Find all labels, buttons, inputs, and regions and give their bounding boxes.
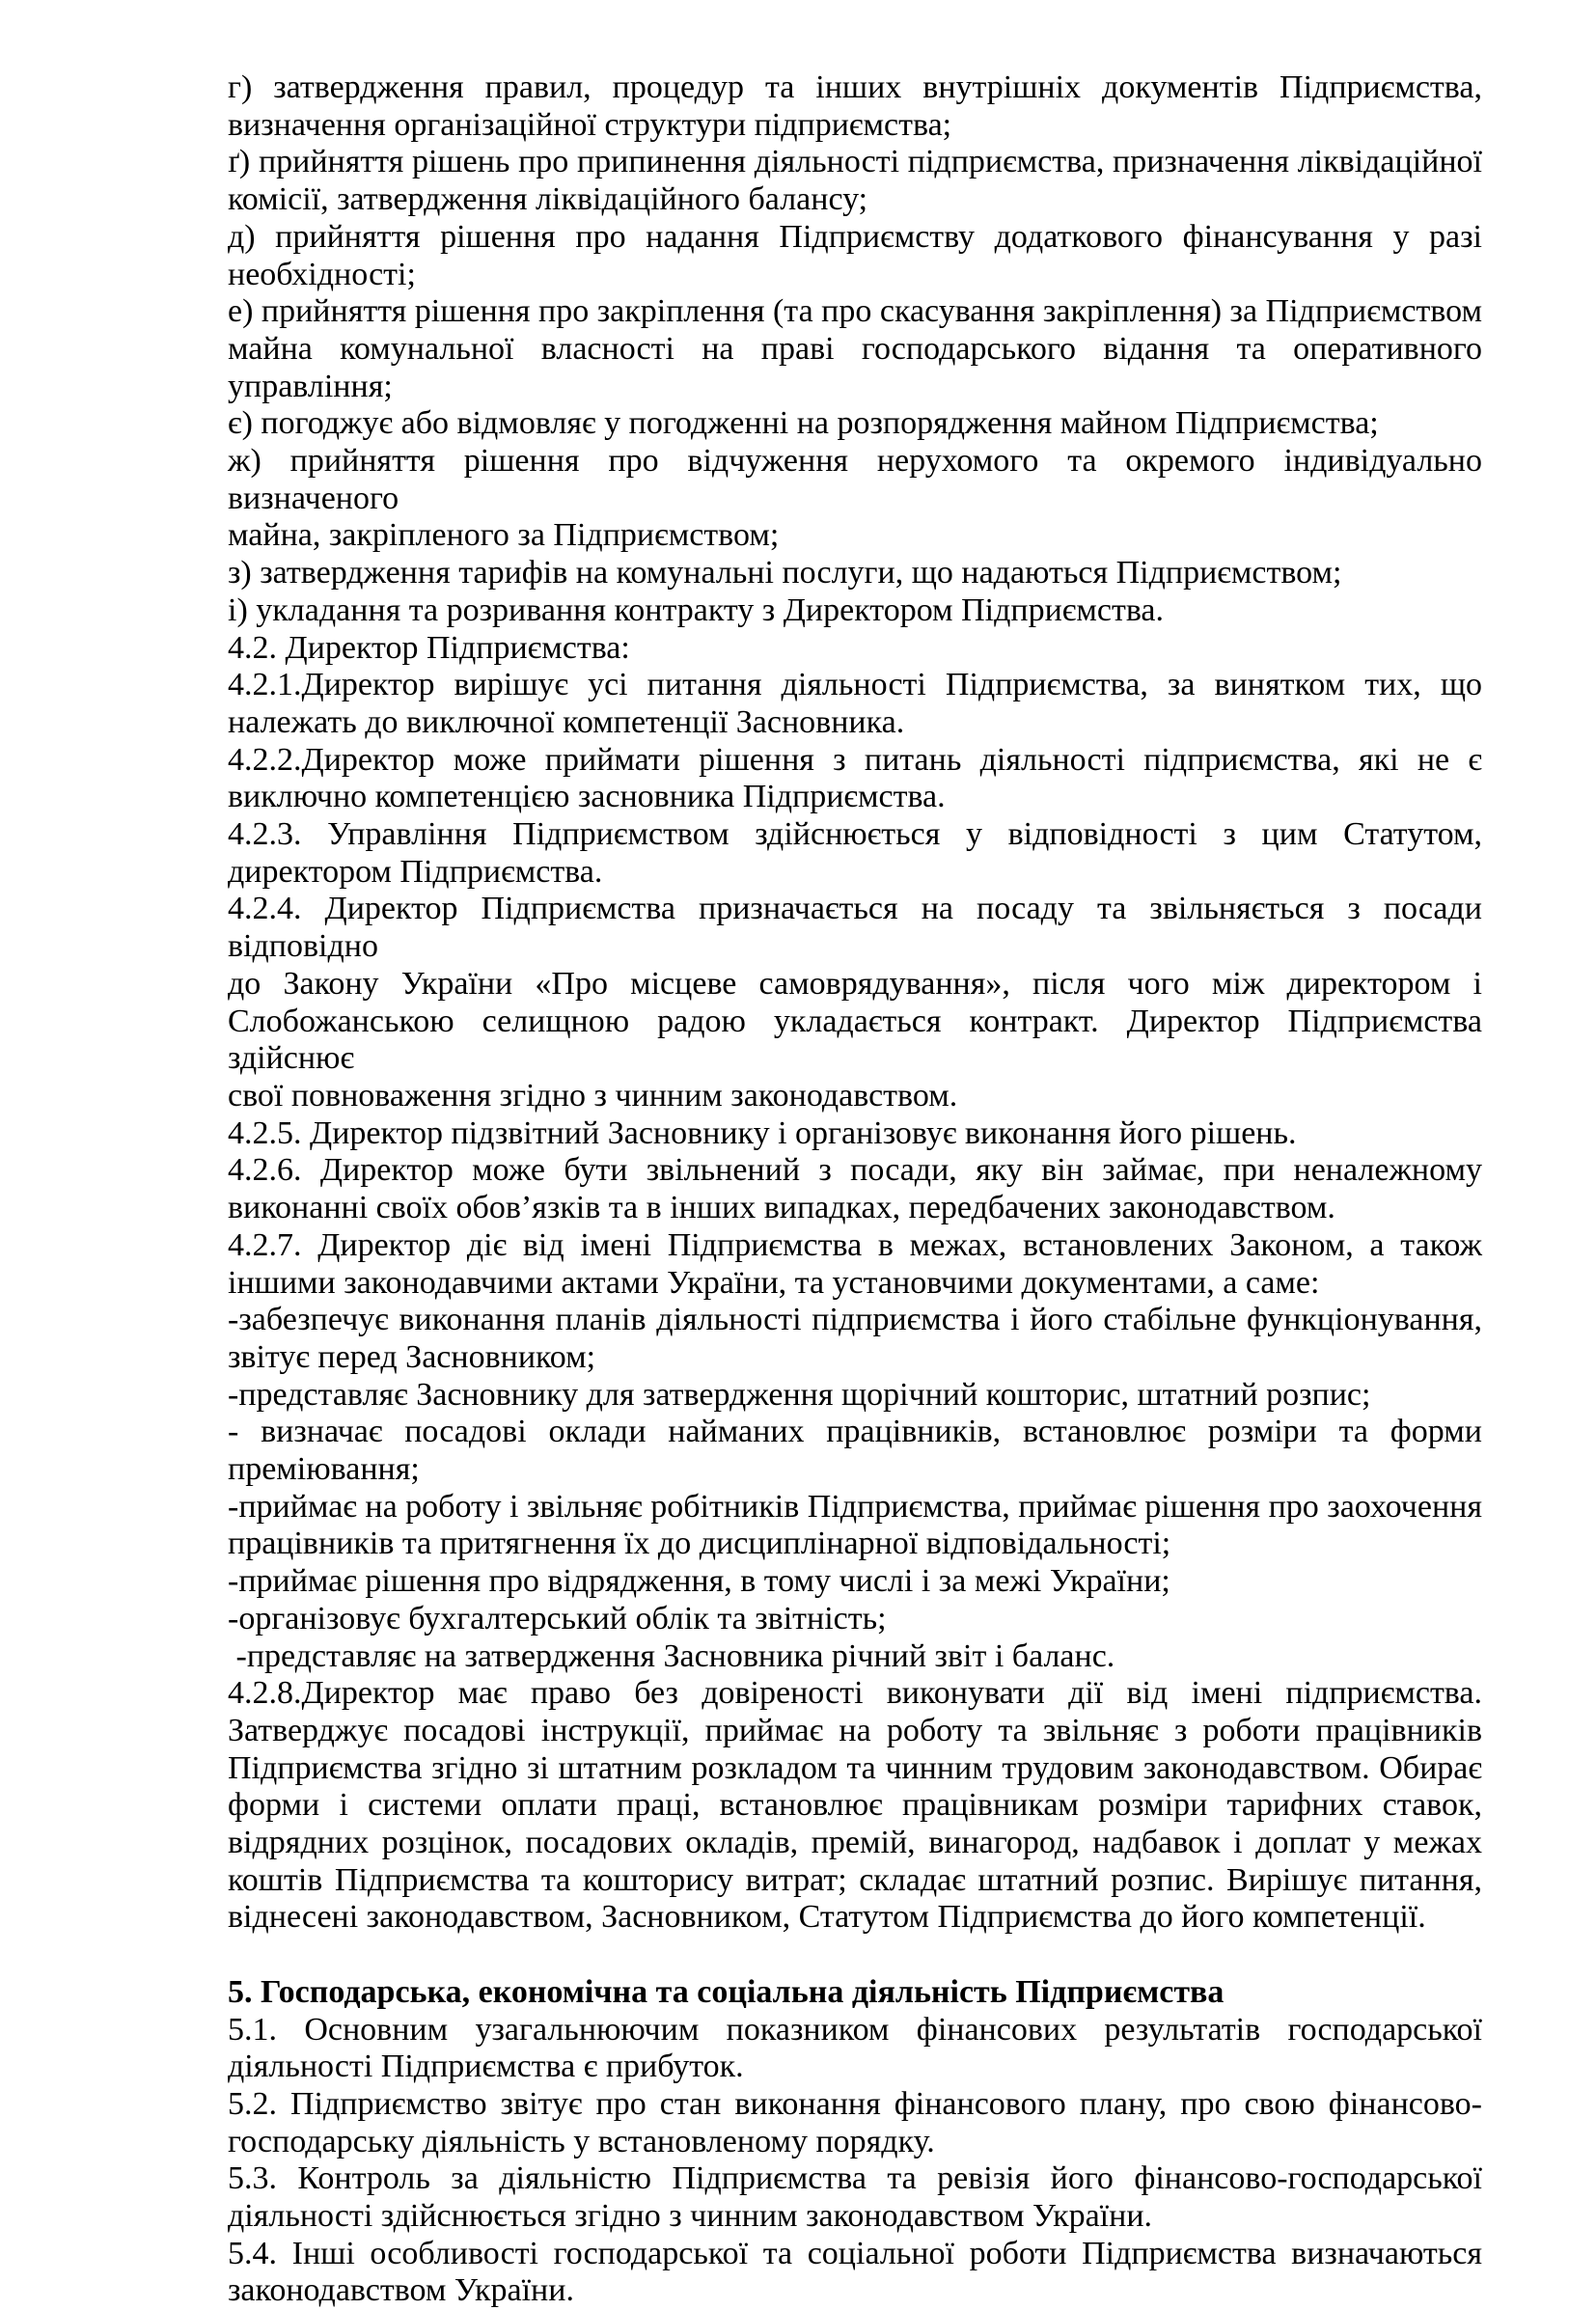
text-line: е) прийняття рішення про закріплення (та про скасування закріплення) за Підприємством [228, 293, 1482, 330]
blank-line [228, 1937, 1482, 1974]
text-line: -організовує бухгалтерський облік та звітність; [228, 1600, 887, 1636]
text-line: ж) прийняття рішення про відчуження нерухомого та окремого індивідуально визначеного [228, 443, 1482, 516]
text-line: д) прийняття рішення про надання Підприємству додаткового фінансування у разі [228, 218, 1482, 255]
text-line: виконанні своїх обов’язків та в інших випадках, передбачених законодавством. [228, 1190, 1335, 1226]
text-line: з) затвердження тарифів на комунальні послуги, що надаються Підприємством; [228, 555, 1342, 591]
text-line: 4.2. Директор Підприємства: [228, 629, 630, 666]
text-line: Затверджує посадові інструкції, приймає на роботу та звільняє з роботи працівників [228, 1712, 1482, 1748]
text-line: Підприємства згідно зі штатним розкладом та чинним трудовим законодавством. Обирає [228, 1749, 1482, 1786]
text-line: 4.2.1.Директор вирішує усі питання діяльності Підприємства, за винятком тих, що [228, 667, 1482, 703]
text-line: комісії, затвердження ліквідаційного балансу; [228, 181, 868, 218]
text-line: законодавством України. [228, 2272, 574, 2309]
text-line: 5.2. Підприємство звітує про стан виконання фінансового плану, про свою фінансово- [228, 2085, 1482, 2122]
text-line: визначення організаційної структури підприємства; [228, 106, 952, 143]
text-line: звітує перед Засновником; [228, 1338, 596, 1375]
text-line: 4.2.4. Директор Підприємства призначається на посаду та звільняється з посади відповідно [228, 891, 1482, 965]
text-line: -представляє Засновнику для затвердження щорічний кошторис, штатний розпис; [228, 1376, 1371, 1413]
text-line: форми і системи оплати праці, встановлює працівникам розміри тарифних ставок, [228, 1787, 1482, 1824]
text-line: свої повноваження згідно з чинним законодавством. [228, 1077, 958, 1114]
section-heading: 5. Господарська, економічна та соціальна діяльність Підприємства [228, 1973, 1225, 2010]
text-line: 5.1. Основним узагальнюючим показником фінансових результатів господарської [228, 2011, 1482, 2048]
text-line: і) укладання та розривання контракту з Директором Підприємства. [228, 591, 1165, 628]
text-line: іншими законодавчими актами України, та установчими документами, а саме: [228, 1264, 1320, 1301]
text-line: 5.4. Інші особливості господарської та соціальної роботи Підприємства визначаються [228, 2235, 1482, 2271]
text-line: необхідності; [228, 256, 416, 292]
text-line: ґ) прийняття рішень про припинення діяльності підприємства, призначення ліквідаційної [228, 144, 1482, 180]
text-line: 5.3. Контроль за діяльністю Підприємства та ревізія його фінансово-господарської [228, 2160, 1482, 2197]
text-line: преміювання; [228, 1451, 420, 1488]
text-line: є) погоджує або відмовляє у погодженні на розпорядження майном Підприємства; [228, 405, 1379, 442]
text-line: майна комунальної власності на праві господарського відання та оперативного [228, 330, 1482, 367]
text-line: віднесені законодавством, Засновником, Статутом Підприємства до його компетенції. [228, 1899, 1426, 1936]
text-line: 4.2.5. Директор підзвітний Засновнику і організовує виконання його рішень. [228, 1114, 1297, 1151]
text-line: до Закону України «Про місцеве самоврядування», після чого між директором і [228, 965, 1482, 1002]
text-line: - визначає посадові оклади найманих працівників, встановлює розміри та форми [228, 1414, 1482, 1450]
text-line: -приймає рішення про відрядження, в тому числі і за межі України; [228, 1563, 1170, 1600]
text-line: коштів Підприємства та кошторису витрат; складає штатний розпис. Вирішує питання, [228, 1861, 1482, 1898]
text-line: директором Підприємства. [228, 853, 603, 890]
text-line: -представляє на затвердження Засновника річний звіт і баланс. [228, 1637, 1115, 1674]
text-line: 4.2.3. Управління Підприємством здійснюється у відповідності з цим Статутом, [228, 816, 1482, 853]
text-line: управління; [228, 368, 393, 404]
text-line: г) затвердження правил, процедур та інших внутрішніх документів Підприємства, [228, 69, 1482, 105]
text-line: належать до виключної компетенції Засновника. [228, 703, 905, 740]
text-line: діяльності Підприємства є прибуток. [228, 2049, 744, 2085]
text-line: виключно компетенцією засновника Підприємства. [228, 779, 946, 815]
text-line: 4.2.2.Директор може приймати рішення з питань діяльності підприємства, які не є [228, 741, 1482, 778]
text-line: майна, закріпленого за Підприємством; [228, 517, 780, 554]
text-line: 4.2.8.Директор має право без довіреності виконувати дії від імені підприємства. [228, 1675, 1482, 1712]
text-line: працівників та притягнення їх до дисциплінарної відповідальності; [228, 1526, 1171, 1562]
text-line: Слобожанською селищною радою укладається контракт. Директор Підприємства здійснює [228, 1003, 1482, 1077]
text-line: 4.2.7. Директор діє від імені Підприємства в межах, встановлених Законом, а також [228, 1226, 1482, 1263]
text-line: 4.2.6. Директор може бути звільнений з посади, яку він займає, при неналежному [228, 1152, 1482, 1189]
text-line: відрядних розцінок, посадових окладів, премій, винагород, надбавок і доплат у межах [228, 1825, 1482, 1861]
text-line: господарську діяльність у встановленому порядку. [228, 2123, 935, 2159]
text-line: діяльності здійснюється згідно з чинним законодавством України. [228, 2198, 1153, 2235]
text-line: -приймає на роботу і звільняє робітників Підприємства, приймає рішення про заохочення [228, 1488, 1482, 1525]
document-body [228, 69, 1482, 2310]
text-line: -забезпечує виконання планів діяльності підприємства і його стабільне функціонування, [228, 1302, 1482, 1338]
